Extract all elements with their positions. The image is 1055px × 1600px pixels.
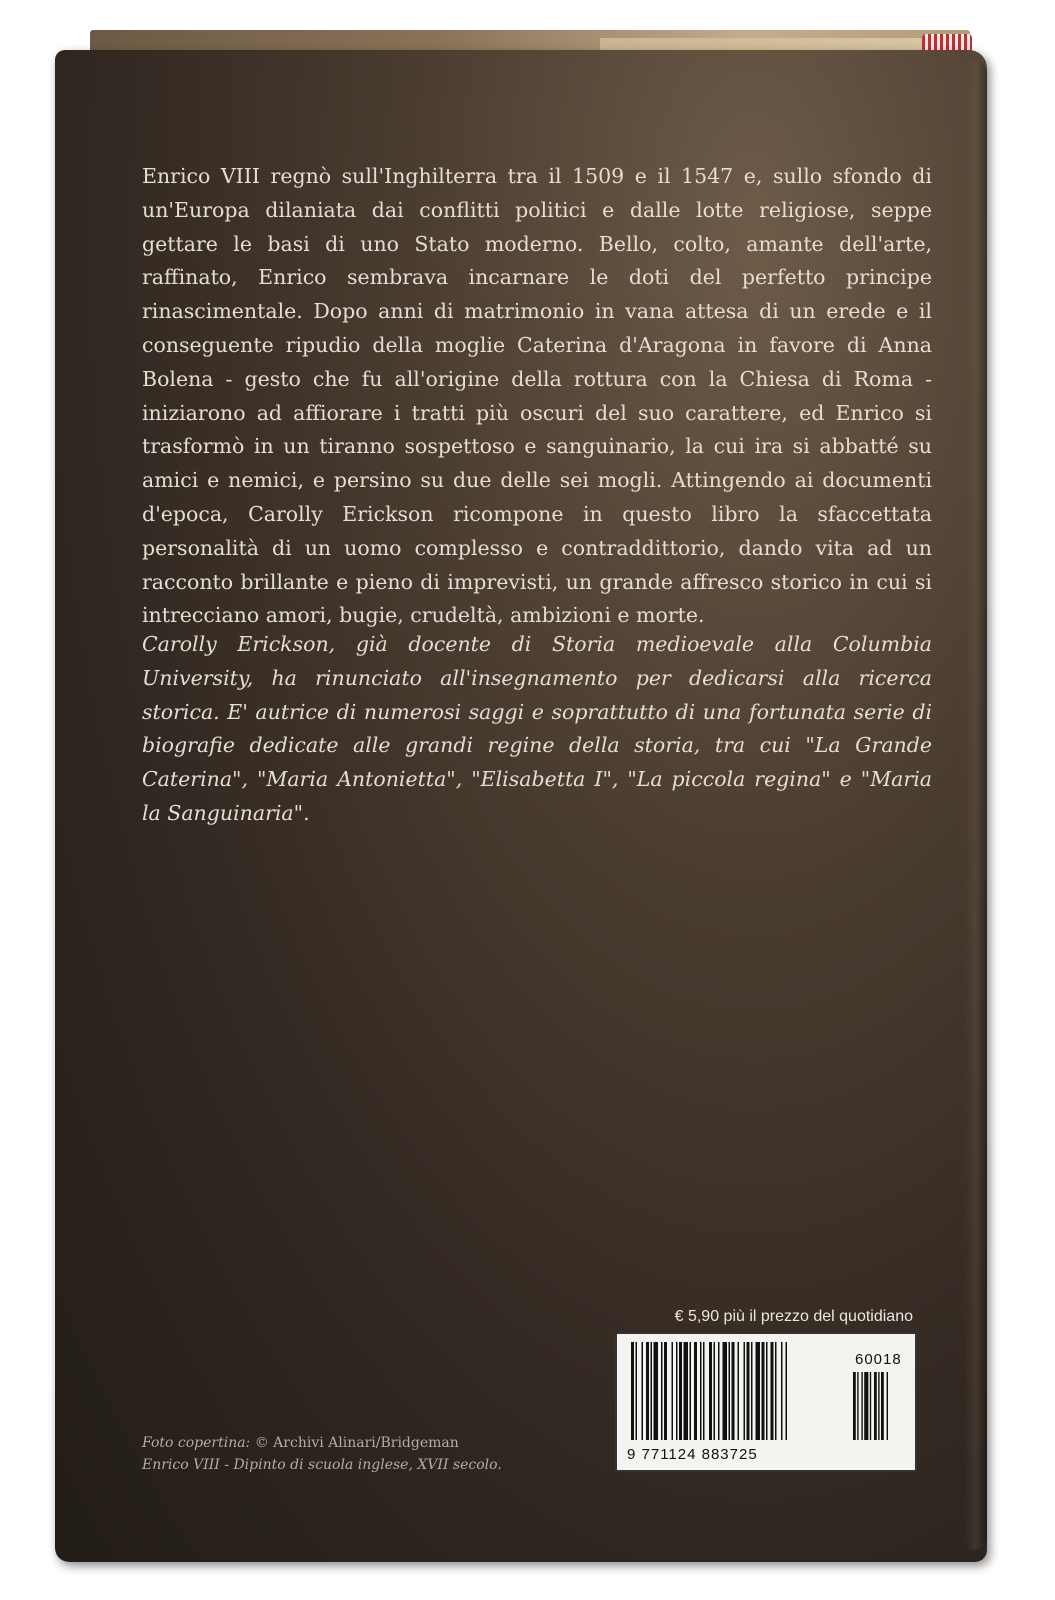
barcode-bar bbox=[723, 1342, 728, 1440]
credits-photo-line bbox=[142, 1432, 502, 1454]
credits-photo-source: © Archivi Alinari/Bridgeman bbox=[254, 1435, 459, 1451]
barcode-addon-bar bbox=[861, 1372, 862, 1440]
barcode-bar bbox=[775, 1342, 777, 1440]
barcode-bar bbox=[709, 1342, 712, 1440]
barcode-number: 9 771124 883725 bbox=[627, 1446, 758, 1463]
barcode-addon-bar bbox=[874, 1372, 877, 1440]
barcode-bar bbox=[729, 1342, 731, 1440]
barcode-bar bbox=[738, 1342, 740, 1440]
barcode-addon-bar bbox=[881, 1372, 884, 1440]
barcode-bar bbox=[771, 1342, 774, 1440]
barcode-label bbox=[615, 1332, 917, 1472]
barcode-bar bbox=[744, 1342, 746, 1440]
barcode-bar bbox=[679, 1342, 682, 1440]
barcode-bar bbox=[676, 1342, 678, 1440]
barcode-bar bbox=[718, 1342, 720, 1440]
barcode-bar bbox=[642, 1342, 644, 1440]
barcode-bar bbox=[694, 1342, 697, 1440]
author-bio: Carolly Erickson, già docente di Storia medioevale alla Columbia University, ha rinunciato all'insegnamento per dedicarsi alla ricerca storica. E' autrice di numerosi saggi e soprattutto di una fortunata serie di biografie dedicate alle grandi regine della storia, tra cui "La Grande Caterina", "Maria Antonietta", "Elisabetta I", "La piccola regina" e "Maria la Sanguinaria". bbox=[142, 632, 932, 825]
barcode-bar bbox=[636, 1342, 638, 1440]
barcode-bar bbox=[651, 1342, 653, 1440]
cover-credits bbox=[142, 1432, 502, 1476]
barcode-addon-bar bbox=[857, 1372, 858, 1440]
barcode-addon-bar bbox=[887, 1372, 888, 1440]
barcode-bar bbox=[690, 1342, 692, 1440]
barcode-bar bbox=[747, 1342, 750, 1440]
barcode-bar bbox=[664, 1342, 667, 1440]
barcode-bar bbox=[703, 1342, 705, 1440]
barcode-bar bbox=[756, 1342, 761, 1440]
barcode-bar bbox=[762, 1342, 765, 1440]
book-spine-edge bbox=[965, 60, 987, 1550]
barcode-addon-bar bbox=[870, 1372, 871, 1440]
barcode-addon-bar bbox=[878, 1372, 879, 1440]
price-label: € 5,90 più il prezzo del quotidiano bbox=[674, 1308, 913, 1325]
barcode-bar bbox=[661, 1342, 663, 1440]
credits-photo-label: Foto copertina: bbox=[142, 1435, 251, 1451]
barcode-bar bbox=[766, 1342, 768, 1440]
barcode-bar bbox=[684, 1342, 689, 1440]
credits-caption: Enrico VIII - Dipinto di scuola inglese, XVII secolo. bbox=[142, 1457, 502, 1473]
barcode-bar bbox=[732, 1342, 735, 1440]
barcode-bar bbox=[714, 1342, 716, 1440]
barcode-bar bbox=[672, 1342, 674, 1440]
barcode-addon-bar bbox=[853, 1372, 856, 1440]
barcode-bar bbox=[751, 1342, 753, 1440]
barcode-addon-bar bbox=[864, 1372, 868, 1440]
barcode-bar bbox=[646, 1342, 649, 1440]
barcode-bar bbox=[700, 1342, 702, 1440]
book-blurb: Enrico VIII regnò sull'Inghilterra tra il 1509 e il 1547 e, sullo sfondo di un'Europa dilaniata dai conflitti politici e dalle lotte religiose, seppe gettare le basi di uno Stato moderno. Bello, colto, amante dell'arte, raffinato, Enrico sembrava incarnare le doti del perfetto principe rinascimentale. Dopo anni di matrimonio in vana attesa di un erede e il conseguente ripudio della moglie Caterina d'Aragona in favore di Anna Bolena - gesto che fu all'origine della rottura con la Chiesa di Roma - iniziarono ad affiorare i tratti più oscuri del suo carattere, ed Enrico si trasformò in un tiranno sospettoso e sanguinario, la cui ira si abbatté su amici e nemici, e persino su due delle sei mogli. Attingendo ai documenti d'epoca, Carolly Erickson ricompone in questo libro la sfaccettata personalità di un uomo complesso e contraddittorio, dando vita ad un racconto brillante e pieno di imprevisti, un grande affresco storico in cui si intrecciano amori, bugie, crudeltà, ambizioni e morte. bbox=[142, 164, 932, 628]
barcode-bar bbox=[631, 1342, 634, 1440]
barcode-bar bbox=[786, 1342, 788, 1440]
barcode-bar bbox=[781, 1342, 783, 1440]
barcode-bar bbox=[654, 1342, 659, 1440]
barcode-addon-number: 60018 bbox=[855, 1351, 902, 1368]
